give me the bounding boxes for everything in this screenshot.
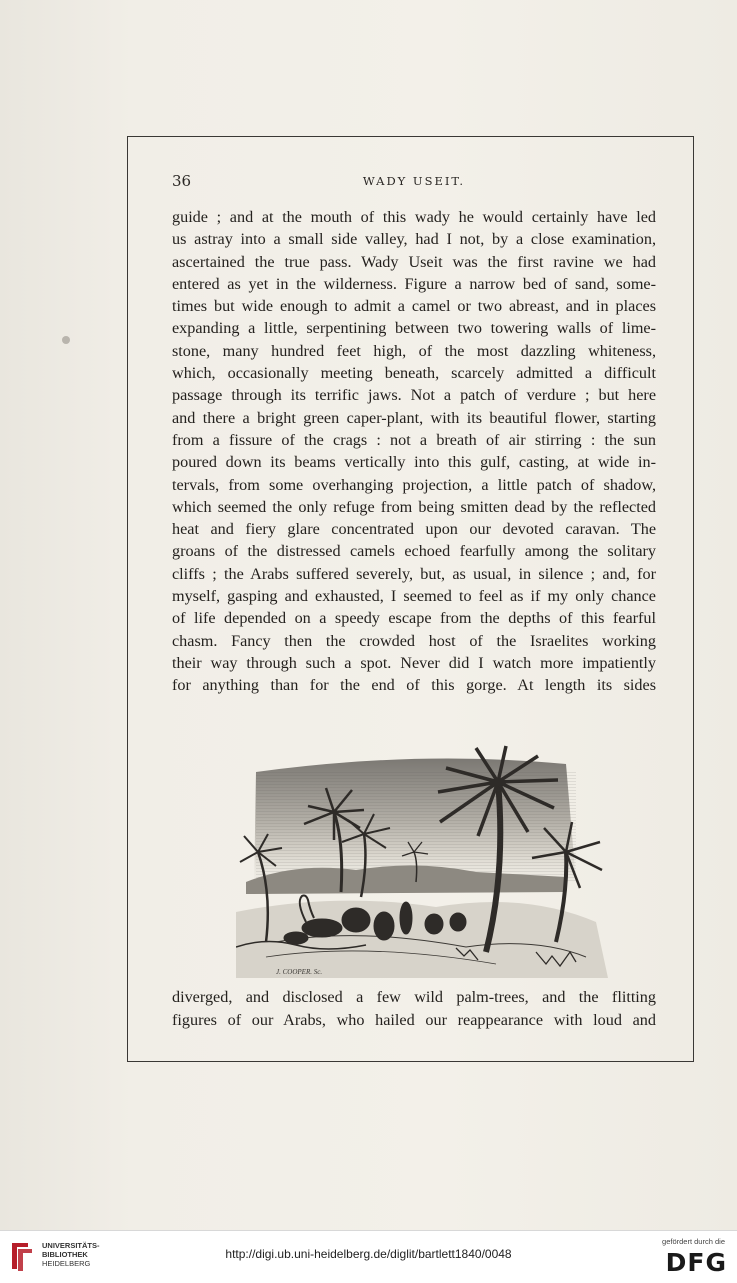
funding-note: gefördert durch die xyxy=(662,1237,725,1246)
text-line: poured down its beams vertically into this gulf, casting, at wide in- xyxy=(172,453,656,472)
page-number: 36 xyxy=(172,172,192,190)
text-line: diverged, and disclosed a few wild palm-trees, and the flitting xyxy=(172,988,656,1006)
text-line: which seemed the only refuge from being smitten dead by the reflected xyxy=(172,497,656,516)
text-line: us astray into a small side valley, had I not, by a close examination, xyxy=(172,230,656,249)
text-line: myself, gasping and exhausted, I seemed to feel as if my only chance xyxy=(172,587,656,606)
text-line: tervals, from some overhanging projection, a little patch of shadow, xyxy=(172,475,656,494)
dfg-logo: DFG xyxy=(665,1248,727,1277)
running-head: WADY USEIT. xyxy=(362,174,466,188)
text-line: heat and fiery glare concentrated upon our devoted caravan. The xyxy=(172,520,656,539)
text-line: ascertained the true pass. Wady Useit was the first ravine we had xyxy=(172,252,656,271)
text-line: and there a bright green caper-plant, with its beautiful flower, starting xyxy=(172,408,656,427)
text-line: passage through its terrific jaws. Not a patch of verdure ; but here xyxy=(172,386,656,405)
viewer-footer xyxy=(0,1230,737,1283)
engraving-illustration xyxy=(236,742,608,978)
page-blemish xyxy=(62,336,70,344)
body-text xyxy=(172,206,656,697)
text-line: for anything than for the end of this gorge. At length its sides xyxy=(172,676,656,695)
text-line: of life depended on a speedy escape from the depths of this fearful xyxy=(172,609,656,628)
text-line: expanding a little, serpentining between two towering walls of lime- xyxy=(172,319,656,338)
library-name-line2: BIBLIOTHEK xyxy=(42,1250,88,1259)
library-name-line3: HEIDELBERG xyxy=(42,1259,91,1268)
text-line: cliffs ; the Arabs suffered severely, but, as usual, in silence ; and, for xyxy=(172,564,656,583)
page-header xyxy=(172,172,656,194)
text-line: groans of the distressed camels echoed fearfully among the solitary xyxy=(172,542,656,561)
permalink-url[interactable]: http://digi.ub.uni-heidelberg.de/diglit/bartlett1840/0048 xyxy=(225,1247,512,1261)
text-line: guide ; and at the mouth of this wady he would certainly have led xyxy=(172,208,656,226)
text-line: chasm. Fancy then the crowded host of the Israelites working xyxy=(172,631,656,650)
library-name-line1: UNIVERSITÄTS- xyxy=(42,1241,100,1250)
continuation-text xyxy=(172,986,656,1032)
text-line: stone, many hundred feet high, of the most dazzling whiteness, xyxy=(172,341,656,360)
text-line: entered as yet in the wilderness. Figure a narrow bed of sand, some- xyxy=(172,274,656,293)
engraver-signature: J. COOPER. Sc. xyxy=(276,968,323,976)
text-line: their way through such a spot. Never did I watch more impatiently xyxy=(172,653,656,672)
text-line: which, occasionally meeting beneath, scarcely admitted a difficult xyxy=(172,364,656,383)
text-line: from a fissure of the crags : not a breath of air stirring : the sun xyxy=(172,430,656,449)
text-line: figures of our Arabs, who hailed our reappearance with loud and xyxy=(172,1011,656,1029)
text-line: times but wide enough to admit a camel or two abreast, and in places xyxy=(172,297,656,316)
